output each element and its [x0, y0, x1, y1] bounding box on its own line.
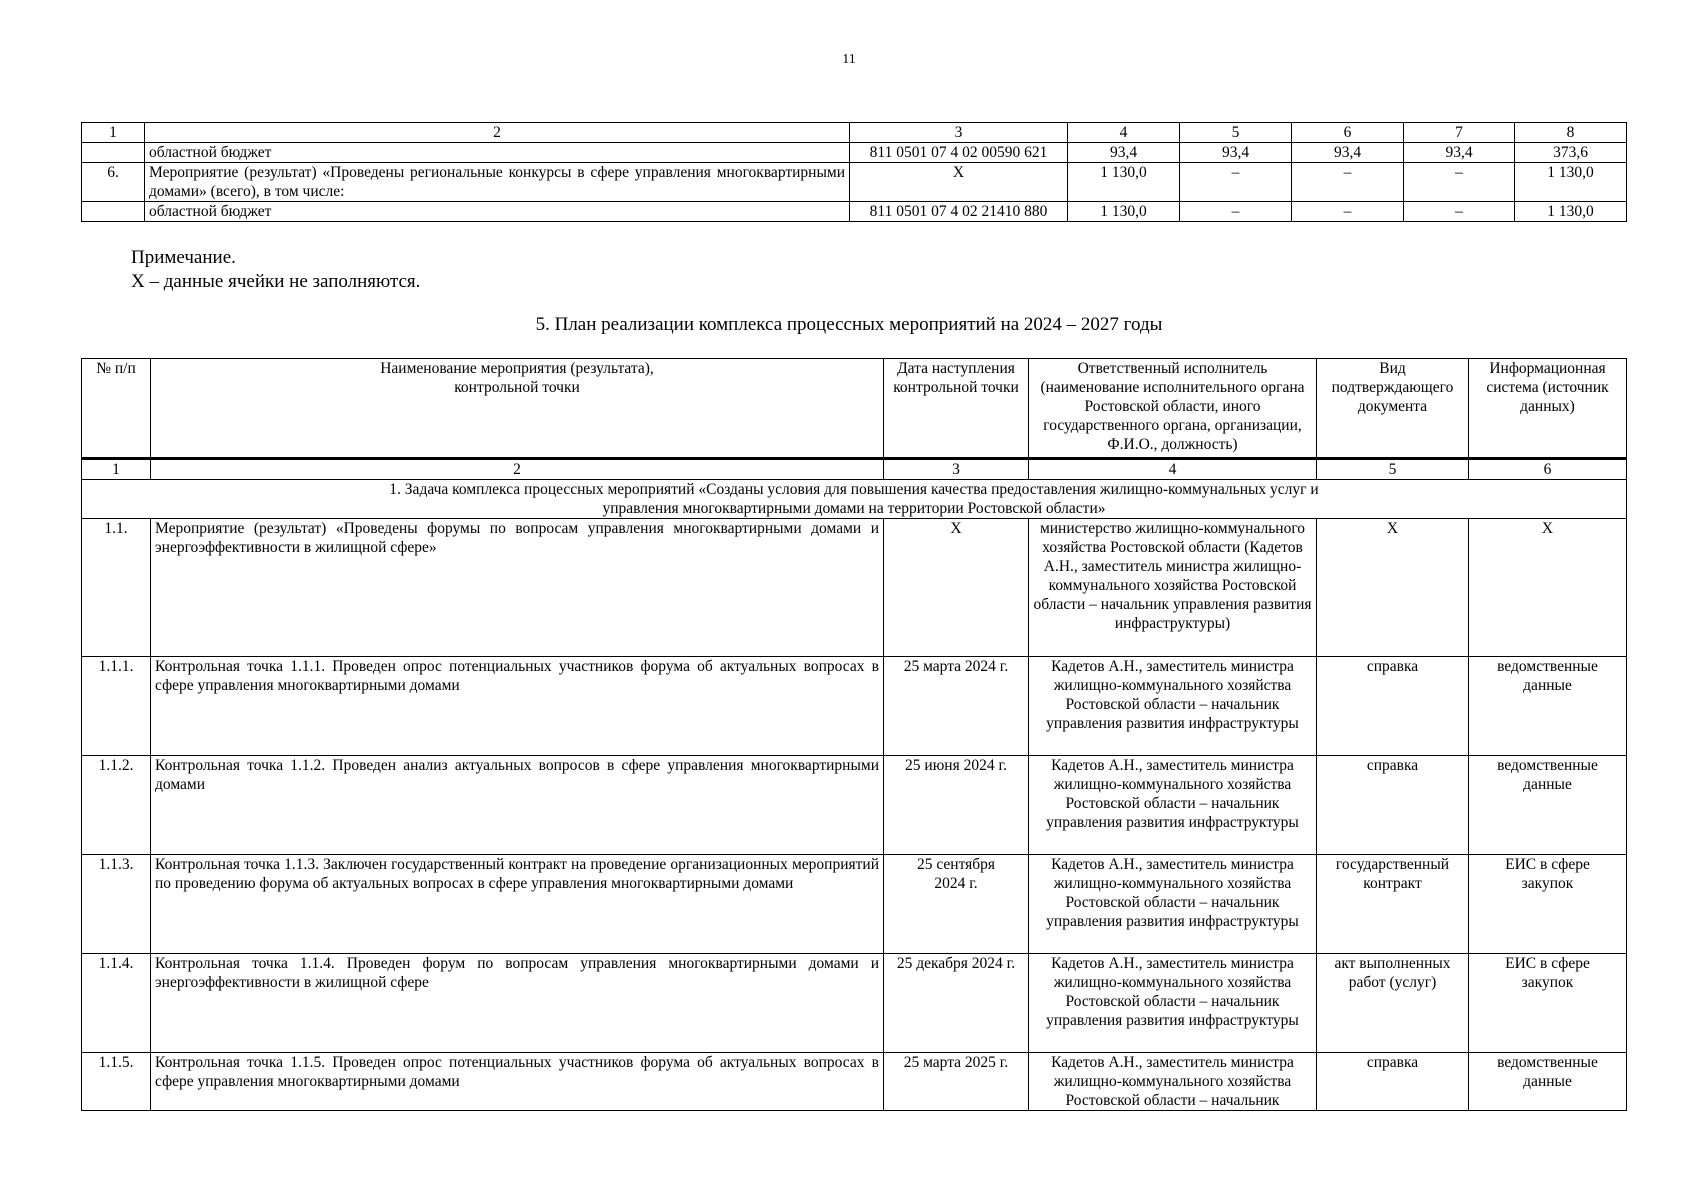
table-row — [82, 756, 1627, 855]
row-num: 1.1.2. — [82, 756, 151, 855]
row-num — [82, 202, 145, 222]
table-header-row — [82, 123, 1627, 143]
row-num: 1.1.1. — [82, 657, 151, 756]
col-number: 5 — [1317, 459, 1469, 480]
row-value: – — [1404, 163, 1515, 202]
row-num: 1.1.3. — [82, 855, 151, 954]
header-responsible: Ответственный исполнитель (наименование исполнительного органа Ростовской области, иного государственного органа, организации, Ф.И.О., должность) — [1029, 359, 1317, 459]
row-name: Контрольная точка 1.1.3. Заключен государственный контракт на проведение организационных мероприятий по проведению форума об актуальных вопросах в сфере управления многоквартирными домами — [151, 855, 884, 954]
row-date: Х — [884, 519, 1029, 657]
col-number: 3 — [850, 123, 1068, 143]
header-num: № п/п — [82, 359, 151, 459]
row-value: – — [1292, 202, 1404, 222]
plan-header-row — [82, 359, 1627, 459]
row-system: ведомственные данные — [1469, 1053, 1627, 1111]
header-system: Информационная система (источник данных) — [1469, 359, 1627, 459]
task-row — [82, 480, 1627, 519]
row-value: 1 130,0 — [1068, 202, 1180, 222]
row-system: ведомственные данные — [1469, 657, 1627, 756]
row-name: Контрольная точка 1.1.5. Проведен опрос потенциальных участников форума об актуальных вопросах в сфере управления многоквартирными домами — [151, 1053, 884, 1111]
header-name: Наименование мероприятия (результата), контрольной точки — [151, 359, 884, 459]
row-total: 373,6 — [1515, 143, 1627, 163]
row-name: областной бюджет — [145, 143, 850, 163]
row-value: 93,4 — [1404, 143, 1515, 163]
row-value: 93,4 — [1180, 143, 1292, 163]
row-name: Контрольная точка 1.1.1. Проведен опрос потенциальных участников форума об актуальных вопросах в сфере управления многоквартирными домами — [151, 657, 884, 756]
row-responsible: Кадетов А.Н., заместитель министра жилищно-коммунального хозяйства Ростовской области – начальник управления развития инфраструктуры — [1029, 855, 1317, 954]
section-title: 5. План реализации комплекса процессных мероприятий на 2024 – 2027 годы — [535, 314, 1163, 335]
row-code: 811 0501 07 4 02 21410 880 — [850, 202, 1068, 222]
col-number: 8 — [1515, 123, 1627, 143]
plan-table — [81, 358, 1627, 1111]
row-doc: Х — [1317, 519, 1469, 657]
row-name: Мероприятие (результат) «Проведены форумы по вопросам управления многоквартирными домами и энергоэффективности в жилищной сфере» — [151, 519, 884, 657]
note-title: Примечание. — [131, 247, 236, 268]
row-num: 6. — [82, 163, 145, 202]
row-name: Контрольная точка 1.1.4. Проведен форум по вопросам управления многоквартирными домами и энергоэффективности в жилищной сфере — [151, 954, 884, 1053]
row-name: областной бюджет — [145, 202, 850, 222]
col-number: 4 — [1068, 123, 1180, 143]
row-responsible: министерство жилищно-коммунального хозяйства Ростовской области (Кадетов А.Н., заместитель министра жилищно-коммунального хозяйства Ростовской области – начальник управления развития инфраструктуры) — [1029, 519, 1317, 657]
col-number: 6 — [1469, 459, 1627, 480]
row-value: – — [1180, 202, 1292, 222]
row-value: 93,4 — [1292, 143, 1404, 163]
row-date: 25 июня 2024 г. — [884, 756, 1029, 855]
table-row — [82, 519, 1627, 657]
table-row — [82, 163, 1627, 202]
table-row — [82, 954, 1627, 1053]
note — [131, 246, 420, 294]
row-date: 25 декабря 2024 г. — [884, 954, 1029, 1053]
row-num — [82, 143, 145, 163]
col-number: 4 — [1029, 459, 1317, 480]
header-doc: Вид подтверждающего документа — [1317, 359, 1469, 459]
row-responsible: Кадетов А.Н., заместитель министра жилищно-коммунального хозяйства Ростовской области – начальник управления развития инфраструктуры — [1029, 657, 1317, 756]
col-number: 6 — [1292, 123, 1404, 143]
row-responsible: Кадетов А.Н., заместитель министра жилищно-коммунального хозяйства Ростовской области – начальник управления развития инфраструктуры — [1029, 756, 1317, 855]
col-number: 7 — [1404, 123, 1515, 143]
row-system: Х — [1469, 519, 1627, 657]
row-value: 1 130,0 — [1068, 163, 1180, 202]
col-numbers-row — [82, 459, 1627, 480]
row-value: – — [1404, 202, 1515, 222]
row-doc: государственный контракт — [1317, 855, 1469, 954]
col-number: 1 — [82, 459, 151, 480]
page-number: 11 — [842, 52, 856, 67]
row-num: 1.1. — [82, 519, 151, 657]
row-system: ведомственные данные — [1469, 756, 1627, 855]
row-date: 25 сентября 2024 г. — [884, 855, 1029, 954]
task-title: 1. Задача комплекса процессных мероприятий «Созданы условия для повышения качества предоставления жилищно-коммунальных услуг и управления многоквартирными домами на территории Ростовской области» — [82, 480, 1627, 519]
row-num: 1.1.5. — [82, 1053, 151, 1111]
row-doc: справка — [1317, 1053, 1469, 1111]
row-total: 1 130,0 — [1515, 163, 1627, 202]
row-num: 1.1.4. — [82, 954, 151, 1053]
table-row — [82, 143, 1627, 163]
row-value: 93,4 — [1068, 143, 1180, 163]
row-code: Х — [850, 163, 1068, 202]
col-number: 2 — [151, 459, 884, 480]
col-number: 1 — [82, 123, 145, 143]
note-text: Х – данные ячейки не заполняются. — [131, 271, 421, 292]
table-row — [82, 855, 1627, 954]
table-row — [82, 1053, 1627, 1111]
table-row — [82, 657, 1627, 756]
row-date: 25 марта 2024 г. — [884, 657, 1029, 756]
row-responsible: Кадетов А.Н., заместитель министра жилищно-коммунального хозяйства Ростовской области – начальник управления развития инфраструктуры — [1029, 954, 1317, 1053]
budget-table — [81, 122, 1627, 222]
col-number: 5 — [1180, 123, 1292, 143]
header-date: Дата наступления контрольной точки — [884, 359, 1029, 459]
row-responsible: Кадетов А.Н., заместитель министра жилищно-коммунального хозяйства Ростовской области – начальник — [1029, 1053, 1317, 1111]
table-row — [82, 202, 1627, 222]
row-date: 25 марта 2025 г. — [884, 1053, 1029, 1111]
row-value: – — [1292, 163, 1404, 202]
row-system: ЕИС в сфере закупок — [1469, 855, 1627, 954]
row-value: – — [1180, 163, 1292, 202]
row-doc: акт выполненных работ (услуг) — [1317, 954, 1469, 1053]
row-total: 1 130,0 — [1515, 202, 1627, 222]
row-doc: справка — [1317, 756, 1469, 855]
row-system: ЕИС в сфере закупок — [1469, 954, 1627, 1053]
row-name: Мероприятие (результат) «Проведены региональные конкурсы в сфере управления многоквартирными домами» (всего), в том числе: — [145, 163, 850, 202]
col-number: 3 — [884, 459, 1029, 480]
row-name: Контрольная точка 1.1.2. Проведен анализ актуальных вопросов в сфере управления многоквартирными домами — [151, 756, 884, 855]
row-doc: справка — [1317, 657, 1469, 756]
row-code: 811 0501 07 4 02 00590 621 — [850, 143, 1068, 163]
col-number: 2 — [145, 123, 850, 143]
